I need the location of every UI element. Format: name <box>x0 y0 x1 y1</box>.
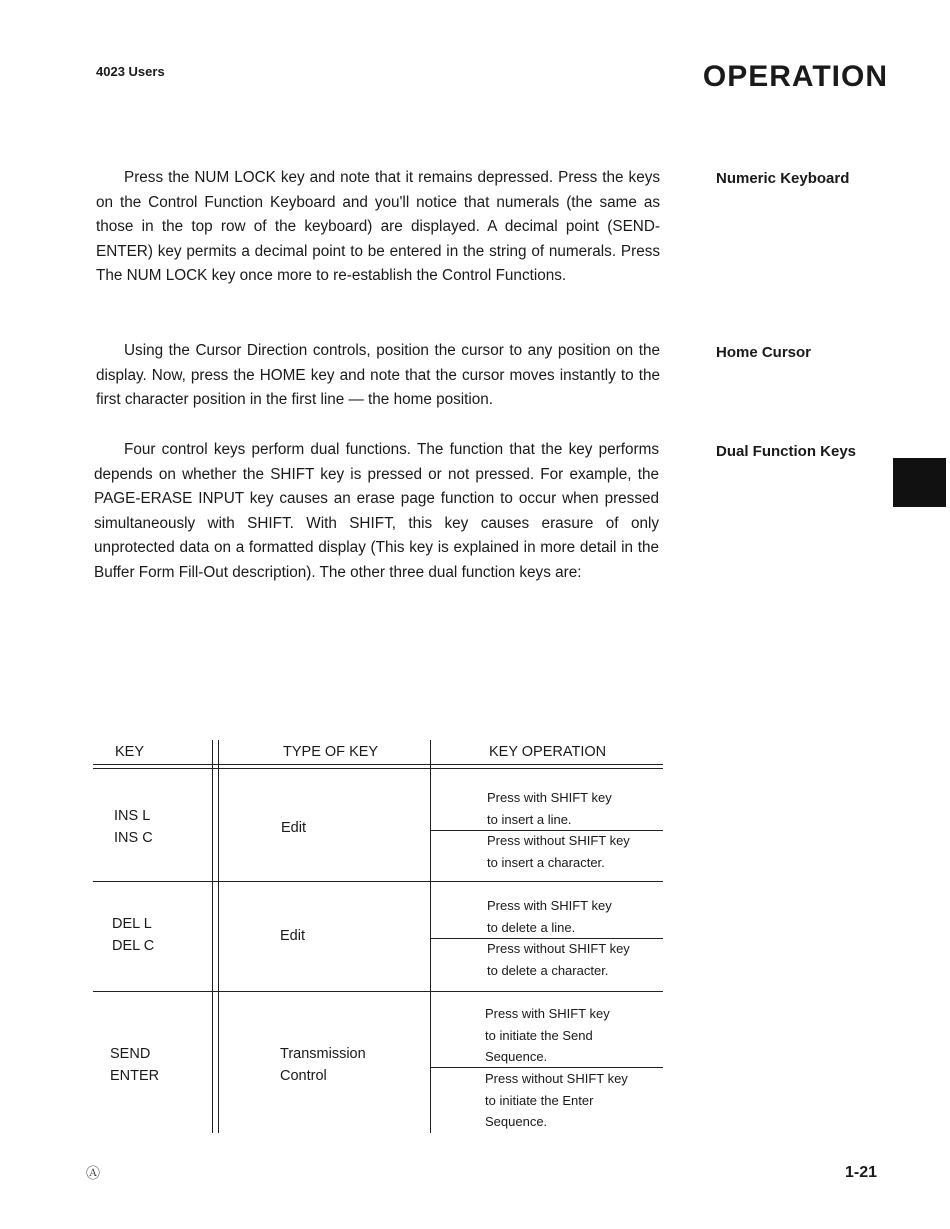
key-label: INS L <box>114 808 151 824</box>
paragraph-home-cursor <box>96 339 660 413</box>
table-row-type <box>280 1043 366 1087</box>
table-header-operation: KEY OPERATION <box>489 744 607 760</box>
table-rule <box>430 830 663 831</box>
publisher-mark: Ⓐ <box>86 1165 100 1181</box>
table-rule <box>212 740 213 1133</box>
type-label: Edit <box>281 820 306 836</box>
table-row-op-noshift <box>487 938 630 981</box>
table-row-type <box>281 817 306 839</box>
page-number: 1-21 <box>844 1164 877 1181</box>
table-header-key: KEY <box>115 744 145 760</box>
paragraph-numeric-keyboard <box>96 166 660 289</box>
op-line: to insert a character. <box>487 854 605 870</box>
thumb-tab-marker <box>893 458 946 507</box>
op-line: Press without SHIFT key <box>485 1071 628 1086</box>
paragraph-text: Using the Cursor Direction controls, position the cursor to any position on the display. Now, press the HOME key and note that the cursor moves instantly to the first character position in the first line — the home position. <box>96 342 660 409</box>
table-rule <box>430 1067 663 1068</box>
side-heading-home-cursor: Home Cursor <box>716 344 812 361</box>
op-line: to initiate the Enter <box>485 1092 594 1108</box>
section-title: OPERATION <box>702 60 888 93</box>
table-row-type <box>280 925 305 947</box>
table-row-op-shift <box>485 1003 610 1068</box>
op-line: Sequence. <box>485 1114 548 1129</box>
table-rule <box>430 938 663 939</box>
table-row-key <box>114 805 153 849</box>
op-line: to insert a line. <box>487 811 572 827</box>
paragraph-dual-function-keys <box>94 438 659 586</box>
type-label: Control <box>280 1068 327 1084</box>
key-label: ENTER <box>110 1068 160 1084</box>
table-row-key <box>112 913 154 957</box>
op-line: Sequence. <box>485 1049 548 1064</box>
table-rule <box>218 740 219 1133</box>
op-line: Press with SHIFT key <box>487 790 612 805</box>
op-line: Press without SHIFT key <box>487 941 630 956</box>
table-row-op-noshift <box>485 1068 628 1133</box>
side-heading-dual-function-keys: Dual Function Keys <box>716 443 857 460</box>
running-header: 4023 Users <box>96 64 165 79</box>
table-rule <box>430 740 431 1133</box>
type-label: Edit <box>280 928 305 944</box>
key-label: SEND <box>110 1046 151 1062</box>
table-rule <box>93 881 663 882</box>
op-line: to delete a character. <box>487 962 609 978</box>
table-rule <box>93 764 663 765</box>
table-header-type: TYPE OF KEY <box>283 744 379 760</box>
table-row-key <box>110 1043 159 1087</box>
paragraph-text: Four control keys perform dual functions. The function that the key performs depends on whether the SHIFT key is pressed or not pressed. For example, the PAGE-ERASE INPUT key causes an erase page function to occur when pressed simultaneously with SHIFT. With SHIFT, this key causes erasure of only unprotected data on a formatted display (This key is explained in more detail in the Buffer Form Fill-Out description). The other three dual function keys are: <box>94 441 659 581</box>
table-rule <box>93 768 663 769</box>
key-label: DEL L <box>112 916 152 932</box>
table-rule <box>93 991 663 992</box>
op-line: Press with SHIFT key <box>487 898 612 913</box>
table-row-op-shift <box>487 787 612 830</box>
op-line: Press with SHIFT key <box>485 1006 610 1021</box>
table-row-op-noshift <box>487 830 630 873</box>
table-row-op-shift <box>487 895 612 938</box>
key-label: DEL C <box>112 938 155 954</box>
paragraph-text: Press the NUM LOCK key and note that it remains depressed. Press the keys on the Control Function Keyboard and you'll notice that numerals (the same as those in the top row of the keyboard) are displayed. A decimal point (SEND-ENTER) key permits a decimal point to be entered in the string of numerals. Press The NUM LOCK key once more to re-establish the Control Functions. <box>96 169 660 285</box>
op-line: Press without SHIFT key <box>487 833 630 848</box>
side-heading-numeric-keyboard: Numeric Keyboard <box>716 170 850 187</box>
op-line: to delete a line. <box>487 919 576 935</box>
op-line: to initiate the Send <box>485 1027 593 1043</box>
type-label: Transmission <box>280 1046 366 1062</box>
key-label: INS C <box>114 830 153 846</box>
